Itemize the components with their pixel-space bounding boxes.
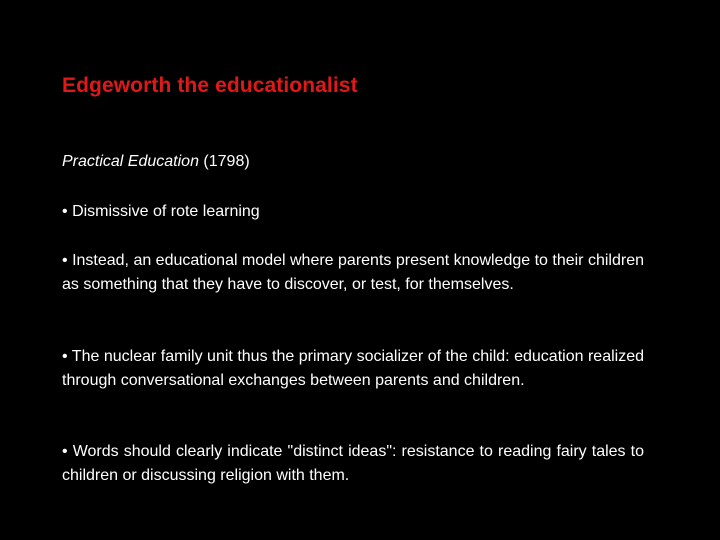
slide-title: Edgeworth the educationalist (62, 74, 358, 97)
slide-subtitle (62, 153, 250, 171)
bullet-item (62, 249, 644, 296)
bullet-text: The nuclear family unit thus the primary socializer of the child: education realized through conversational exchanges between parents and children. (62, 348, 644, 389)
bullet-item (62, 440, 644, 487)
bullet-item (62, 345, 644, 392)
bullet-marker: • (62, 443, 68, 460)
bullet-marker: • (62, 203, 68, 220)
bullet-text: Dismissive of rote learning (72, 203, 260, 220)
bullet-text: Instead, an educational model where parents present knowledge to their children as something that they have to discover, or test, for themselves. (62, 252, 644, 293)
book-year: (1798) (198, 153, 250, 170)
book-title: Practical Education (62, 153, 199, 170)
bullet-marker: • (62, 348, 68, 365)
bullet-text: Words should clearly indicate "distinct ideas": resistance to reading fairy tales to children or discussing religion with them. (62, 443, 644, 484)
bullet-marker: • (62, 252, 68, 269)
bullet-item (62, 200, 644, 224)
